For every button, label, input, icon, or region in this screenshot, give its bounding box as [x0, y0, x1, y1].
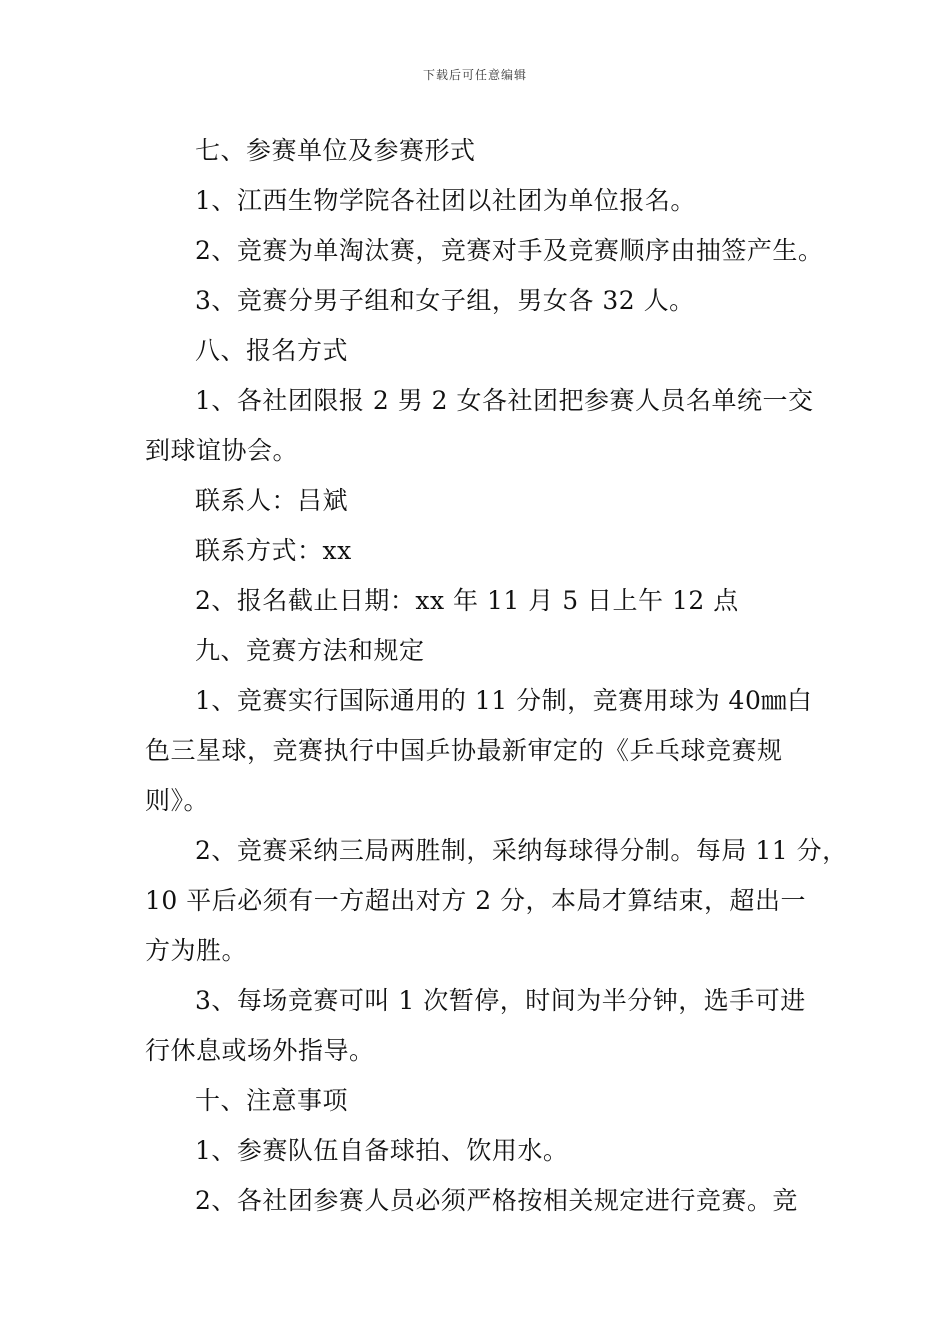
contact-person: 联系人：吕斌: [195, 486, 349, 515]
paragraph-line: 1、竞赛实行国际通用的 11 分制，竞赛用球为 40㎜白: [195, 686, 813, 715]
page-header: 下载后可任意编辑: [422, 68, 527, 82]
section-heading-8: 八、报名方式: [195, 336, 349, 365]
paragraph-line: 方为胜。: [145, 936, 248, 965]
section-heading-7: 七、参赛单位及参赛形式: [195, 136, 476, 165]
paragraph-line: 1、各社团限报 2 男 2 女各社团把参赛人员名单统一交: [195, 386, 814, 415]
registration-deadline: 2、报名截止日期：xx 年 11 月 5 日上午 12 点: [195, 586, 739, 615]
paragraph-line: 2、竞赛采纳三局两胜制，采纳每球得分制。每局 11 分，: [195, 836, 848, 865]
paragraph-line: 1、参赛队伍自备球拍、饮用水。: [195, 1136, 569, 1165]
paragraph-line: 到球谊协会。: [145, 436, 299, 465]
paragraph-line: 2、竞赛为单淘汰赛，竞赛对手及竞赛顺序由抽签产生。: [195, 236, 824, 265]
paragraph-line: 1、江西生物学院各社团以社团为单位报名。: [195, 186, 696, 215]
paragraph-line: 3、每场竞赛可叫 1 次暂停，时间为半分钟，选手可进: [195, 986, 806, 1015]
paragraph-line: 行休息或场外指导。: [145, 1036, 375, 1065]
document-body: [145, 126, 848, 1226]
contact-method: 联系方式：xx: [195, 536, 352, 565]
paragraph-line: 色三星球，竞赛执行中国乒协最新审定的《乒乓球竞赛规: [145, 736, 783, 765]
section-heading-10: 十、注意事项: [195, 1086, 349, 1115]
paragraph-line: 3、竞赛分男子组和女子组，男女各 32 人。: [195, 286, 695, 315]
section-heading-9: 九、竞赛方法和规定: [195, 636, 425, 665]
paragraph-line: 10 平后必须有一方超出对方 2 分，本局才算结束，超出一: [145, 886, 807, 915]
paragraph-line: 则》。: [145, 786, 210, 815]
paragraph-line: 2、各社团参赛人员必须严格按相关规定进行竞赛。竞: [195, 1186, 798, 1215]
